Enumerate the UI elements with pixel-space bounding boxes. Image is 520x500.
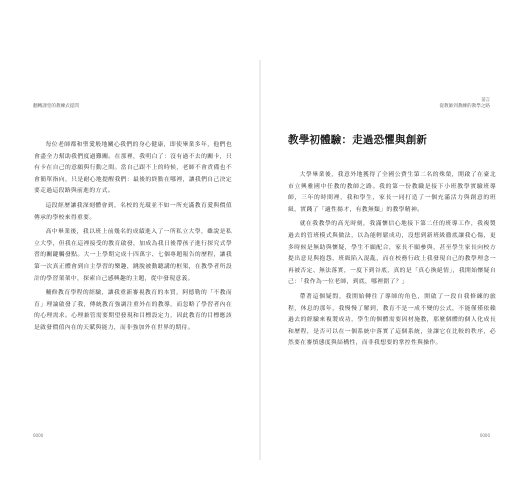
running-head-left: 翻轉課堂的教練式提問 (33, 104, 79, 109)
left-paragraph-3: 高中畢業後，我以班上前幾名的成績進入了一所私立大學，雖說是私立大學，但我在這裡接受的教育啟發，加成為我日後帶孩子進行探究式學習的關鍵觸發點。大一上學期完成十四萬字、七個專題報告的歷程，讓我第一次真正體會到自主學習的樂趣，跳脫被動聽講的框架，在教學者所設計的學習架架中，探索自己感興趣的主題，從中發現意義。 (34, 229, 232, 282)
left-paragraph-2: 這段經歷讓我深刻體會到，名校的光環並不如一所充滿教育愛與價值傳承的學校來得重要。 (34, 202, 232, 221)
right-page-number: 0000 (479, 433, 490, 438)
right-paragraph-3: 帶著這個疑問，我開始轉往了導師的角色，開啟了一段自我修練的旅程，休息的那年，我慢慢了解到，教育不是一成不變的公式，不能僅僅依賴過去的經驗來複製成功，學生的個體需要因材施教，那麼個體的個人化成長和歷程，是否可以在一個系統中落實了這個系統，並讓它在比較的秩序，必然要在審慎態度與結構性，而非我想要的掌控性與操作。 (288, 293, 496, 347)
running-head-title: 從教師到教練的教學之路 (439, 104, 490, 109)
running-head-right (439, 98, 490, 110)
right-paragraph-1: 大學畢業後，我意外地獲得了全國公費生第二名的殊榮，開啟了在臺北市立興雅國中任教的教師之路。我的第一份教職是接下小班教學實驗班導師，三年的時間裡，我和學生，家長一同打造了一個充滿活力與創意的班級，實踐了「適性揚才，有教無類」的教學精神。 (288, 172, 496, 213)
left-page-number: 0000 (33, 433, 44, 438)
left-body-text (34, 140, 232, 338)
running-head-label: 前言 (481, 98, 490, 103)
right-body-text (288, 170, 496, 353)
right-page (260, 0, 520, 500)
left-paragraph-4: 輔修教育學程的經驗，讓我重新審視教育的本質，阿德勒的「不教而育」理論啟發了我，傳統教育強調注重外在的教導，而忽略了學習者內在的心理需求。心理兼管需要期望發現和目標設定力，因此教育的目標應該是啟發價值內在的天賦與能力，而非強加外在世界的期待。 (34, 290, 232, 331)
left-paragraph-1: 每位老師都和聖愛般地關心我們的身心健康，即使畢業多年，他們也會盡全力幫助我們度過難關。在那裡，我明白了：沒有過不去的關卡，只有卡在自己的意願與行動之間。當自己跟不上的時候，老師不會責備也不會簡單指向，只是耐心地提醒我們：最後的終點在哪裡，讓我們自己決定要走過這段路與前進的方式。 (34, 142, 232, 195)
right-paragraph-2: 就在我教學的高光時刻，我滿懷信心地接下第二任的班導工作，我複製過去的管班模式與做法，以為能輕鬆成功，沒想到新班級徹底讓我心傷，更多時候是無助與懷疑，學生不願配合，家長不願參與，甚至學生家長向校方提出意見與抱怨，班級陷入混亂，而在校務行政上我發現自己的教學理念一再被否定、無法落實，一度下到谷底，真的是「真心換絕情」，我開始懷疑自己：「我作為一位老師，到底，哪裡錯了？」 (288, 221, 496, 286)
section-heading: 教學初體驗：走過恐懼與創新 (288, 134, 428, 146)
